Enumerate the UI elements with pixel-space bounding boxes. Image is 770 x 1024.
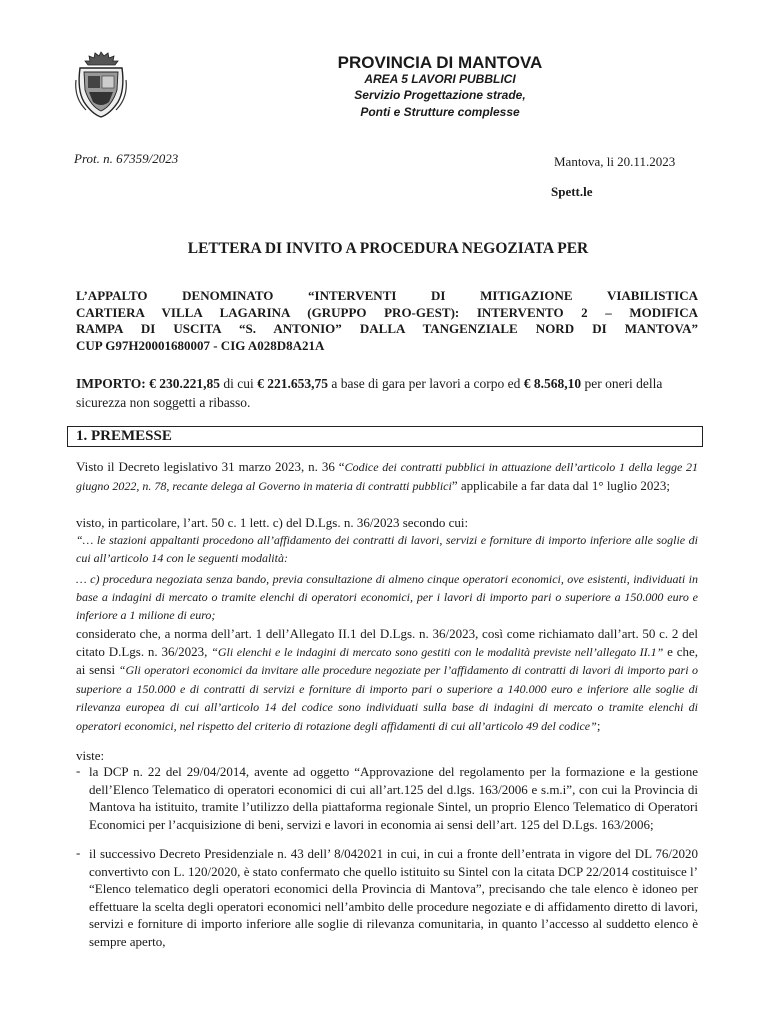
importo-safety: € 8.568,10 xyxy=(523,376,582,391)
text-run: ” applicabile a far data dal 1° luglio 2023; xyxy=(451,477,671,493)
quote-run: Approvazione del regolamento per la formazione e la gestione dell’Elenco Telematico di operatori economici di cui all’art.125 del d.lgs. 163/2006 e s.m.i xyxy=(89,764,698,797)
subject-line: RAMPA DI USCITA “S. ANTONIO” DALLA TANGENZIALE NORD DI MANTOVA” xyxy=(76,321,698,336)
header-title: PROVINCIA DI MANTOVA xyxy=(337,53,543,72)
header-service-line-1: Servizio Progettazione strade, xyxy=(354,88,526,102)
importo-total: € 230.221,85 xyxy=(149,376,221,391)
paragraph-art50: visto, in particolare, l’art. 50 c. 1 lett. c) del D.Lgs. n. 36/2023 secondo cui: xyxy=(76,515,469,530)
text-run: considerato che, a norma dell’art. 1 dell’Allegato II.1 del D.Lgs. n. 36/2023, così come richiamato dall’art. 50 c. 2 del citato D.Lgs. n. 36/2023, xyxy=(76,626,698,659)
header-area: AREA 5 LAVORI PUBBLICI xyxy=(364,72,516,86)
importo-paragraph: IMPORTO: € 230.221,85 di cui € 221.653,75 a base di gara per lavori a corpo ed € 8.568,10 per oneri della sicurezza non soggetti a ribasso. xyxy=(76,376,663,410)
protocol-number: Prot. n. 67359/2023 xyxy=(74,151,179,166)
text-run: la DCP n. 22 del 29/04/2014, avente ad oggetto “ xyxy=(89,764,361,779)
header-service-line-2: Ponti e Strutture complesse xyxy=(360,105,520,119)
subject-block xyxy=(76,288,698,354)
text-run: e che, ai sensi xyxy=(76,643,698,678)
subject-line: L’APPALTO DENOMINATO “INTERVENTI DI MITIGAZIONE VIABILISTICA xyxy=(76,288,698,303)
importo-text-1: di cui xyxy=(223,376,254,391)
list-item xyxy=(89,763,698,833)
letter-title: LETTERA DI INVITO A PROCEDURA NEGOZIATA PER xyxy=(187,240,589,257)
importo-text-3: per oneri della sicurezza non soggetti a ribasso. xyxy=(76,376,663,410)
quote-run: “Gli elenchi e le indagini di mercato sono gestiti con le modalità previste nell’allegato II.1” xyxy=(211,644,664,659)
subject-line: CUP G97H20001680007 - CIG A028D8A21A xyxy=(76,337,325,353)
text-run: ; xyxy=(596,717,601,733)
text-run: Visto il Decreto legislativo 31 marzo 2023, n. 36 “ xyxy=(76,459,345,474)
quote-run: Codice dei contratti pubblici in attuazione dell’articolo 1 della legge 21 giugno 2022, n. 78, recante delega al Governo in materia di contratti pubblici xyxy=(76,460,698,493)
quote-run: “Gli operatori economici da invitare alle procedure negoziate per l’affidamento di contratti di lavori di importo pari o superiore a 150.000 e di contratti di servizi e forniture di importo pari o superiore a 140.000 euro e inferiore alle soglie di rilevanza europea di cui all’articolo 14 del codice sono individuati sulla base di indagini di mercato o tramite elenchi di operatori economici, nel rispetto del criterio di rotazione degli affidamenti di cui all’articolo 49 del codice” xyxy=(76,663,698,733)
importo-base: € 221.653,75 xyxy=(257,376,329,391)
section-title: 1. PREMESSE xyxy=(76,428,172,444)
quote-lett-c: … c) procedura negoziata senza bando, previa consultazione di almeno cinque operatori economici, ove esistenti, individuati in base a indagini di mercato o tramite elenchi di operatori economici, per i lavori di importo pari o superiore a 150.000 euro e inferiore a 1 milione di euro; xyxy=(76,572,698,622)
bullet-dash: - xyxy=(76,763,81,778)
subject-line: CARTIERA VILLA LAGARINA (GRUPPO PRO-GEST): INTERVENTO 2 – MODIFICA xyxy=(76,304,698,320)
addressee: Spett.le xyxy=(551,184,593,199)
text-run: ”, con cui la Provincia di Mantova ha istituito, tramite l’utilizzo della piattaforma regionale Sintel, un proprio Elenco Telematico di Operatori Economici per l’acquisizione di beni, servizi e lavori in economia ai sensi dell’art. 125 del D.Lgs. 163/2006; xyxy=(89,781,698,832)
importo-label: IMPORTO xyxy=(76,376,142,391)
paragraph-viste: viste: xyxy=(76,748,105,763)
importo-text-2: a base di gara per lavori a corpo ed xyxy=(331,376,521,391)
text-run: ”, precisando che tale elenco è idoneo per effettuare la scelta degli operatori economici nell’ambito delle procedure negoziate e di affidamento diretto di lavori, servizi e forniture di importo inferiore alle soglie di rilevanza comunitaria, in quanto l’accesso al suddetto elenco è sempre aperto, xyxy=(89,881,698,949)
paragraph-considerato xyxy=(76,625,698,736)
paragraph-visto xyxy=(76,458,698,495)
province-crest-icon xyxy=(74,50,128,120)
list-item xyxy=(89,845,698,951)
quote-art50: “… le stazioni appaltanti procedono all’affidamento dei contratti di lavori, servizi e forniture di importo inferiore alle soglie di cui all’articolo 14 con le seguenti modalità: xyxy=(76,533,698,565)
bullet-dash: - xyxy=(76,845,81,860)
quote-run: Elenco telematico degli operatori economici della Provincia di Mantova xyxy=(94,881,476,897)
text-run: il successivo Decreto Presidenziale n. 43 dell’ 8/042021 in cui, in cui a fronte dell’entrata in vigore del DL 76/2020 convertivto con L. 120/2020, è stato confermato che quello istituito su Sintel con la citata DCP 22/2014 costituisce l’ “ xyxy=(89,846,698,897)
place-date: Mantova, li 20.11.2023 xyxy=(554,154,676,169)
